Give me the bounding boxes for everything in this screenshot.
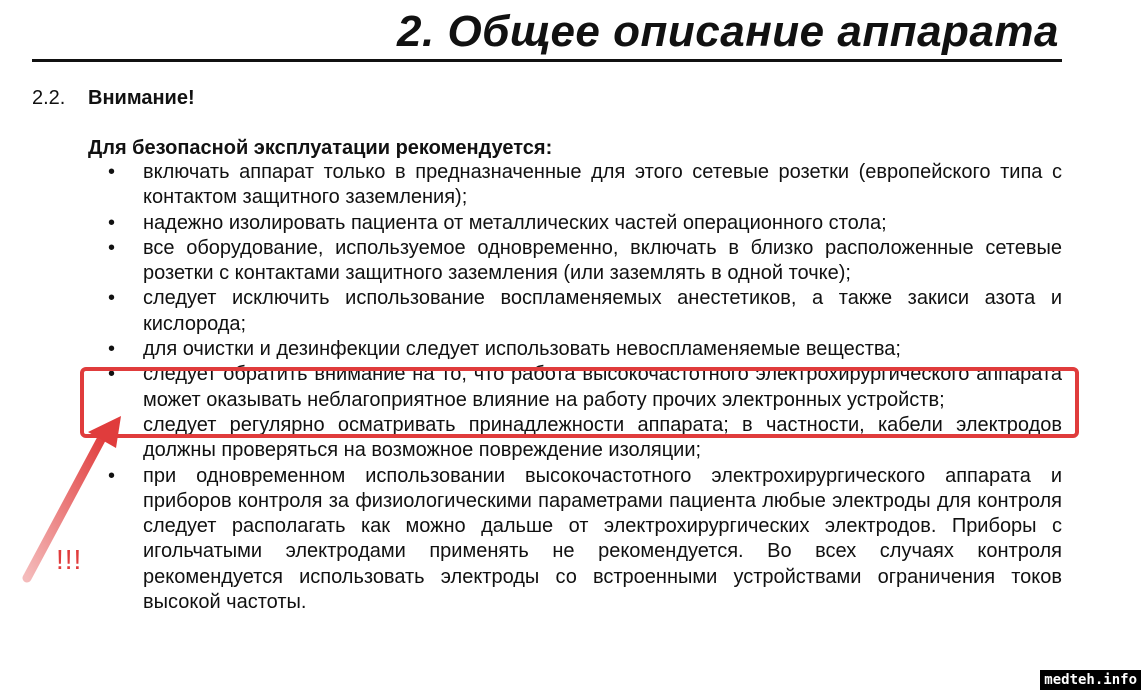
list-item-text: все оборудование, используемое одновременно, включать в близко расположенные сетевые розетки с контактами защитного заземления (или заземлять в одной точке); [143, 236, 1062, 285]
list-item-text: при одновременном использовании высокочастотного электрохирургического аппарата и приборов контроля за физиологическими параметрами пациента любые электроды для контроля следует располагать как можно дальше от электрохирургических электродов. Приборы с игольчатыми электродами применять не рекомендуется. Во всех случаях контроля рекомендуется использовать электроды со встроенными устройствами ограничения токов высокой частоты. [143, 464, 1062, 614]
list-item-text: следует обратить внимание на то, что работа высокочастотного электрохирургического аппарата может оказывать неблагоприятное влияние на работу прочих электронных устройств; [143, 363, 1062, 411]
bullet-icon: • [108, 161, 116, 183]
page-title: 2. Общее описание аппарата [397, 7, 1059, 56]
section-heading: Внимание! [88, 87, 195, 109]
list-intro: Для безопасной эксплуатации рекомендуется: [88, 137, 553, 159]
bullet-icon: • [108, 236, 116, 259]
list-item-text: включать аппарат только в предназначенные для этого сетевые розетки (европейского типа с контактом защитного заземления); [143, 161, 1062, 209]
bullet-icon: • [108, 211, 116, 234]
section-number: 2.2. [32, 87, 66, 109]
watermark-label: medteh.info [1040, 670, 1141, 690]
list-item-text: надежно изолировать пациента от металлических частей операционного стола; [143, 211, 887, 234]
bullet-icon: • [108, 464, 116, 487]
list-item-text: для очистки и дезинфекции следует использовать невоспламеняемые вещества; [143, 338, 901, 361]
bullet-icon: • [108, 287, 116, 310]
bullet-icon: • [108, 363, 116, 386]
list-item-text: следует исключить использование воспламеняемых анестетиков, а также закиси азота и кислорода; [143, 287, 1062, 335]
bullet-icon: • [108, 338, 116, 361]
attention-label: !!! [56, 544, 83, 575]
list-item-text: следует регулярно осматривать принадлежности аппарата; в частности, кабели электродов должны проверяться на возможное повреждение изоляции; [143, 413, 1062, 462]
